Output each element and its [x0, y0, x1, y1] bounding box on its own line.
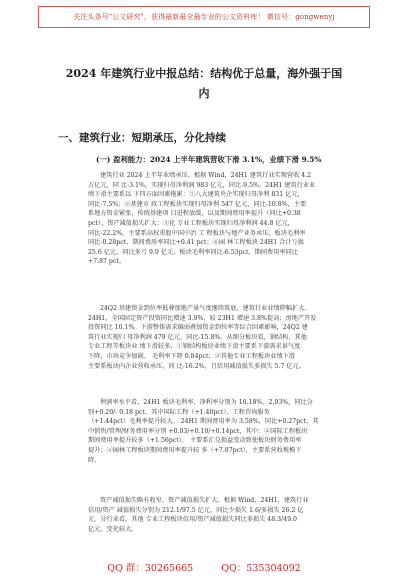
paragraph-line: 资产减值损失略有收窄，资产减值损失扩大。根据 Wind，24H1，建筑行业	[100, 497, 309, 504]
paragraph-line: 25.6 亿元，同比多亏 9.9 亿元，板块毛利率同比-6.53pct、期间费用率同比	[88, 248, 298, 256]
paragraph-line: 同比-7.5%；②基建市 政工程板块实现归母净利 547 亿元，同比-10.8%，主要	[88, 200, 307, 208]
footer-contact	[0, 560, 408, 574]
document-title-line-2: 内	[198, 87, 210, 100]
paragraph-line: 期间费用率提升较多（+1.56pct）， 主要系汇兑损益变动致使板块财务费用率	[88, 437, 302, 445]
paragraph-line: 利润率水平看，24H1 板块毛利率、净利率分别为 10.18%、2.93%，同比分	[100, 399, 313, 406]
paragraph-line: 下降，市场竞争加剧。 毛利率下降 0.84pct；②其他专业工程板块业绩下滑	[88, 352, 296, 360]
paragraph-line: 中销售/管理/财务费用率分别 +0.03/+0.10/+0.14pct，其中：②国际工程板块	[88, 427, 308, 435]
promo-banner	[38, 6, 370, 28]
paragraph-line: 专业工程等板块业 绩下滑较多，①钢结构板块业绩下滑主要系下游需求景气度	[88, 343, 301, 351]
paragraph-line: 同比-22.2%，主要系高权重股中国中冶 工 程板块与地产业务承压，板块毛利率	[88, 229, 306, 237]
paragraph-line: pct）、资产减值损失扩大；③化 专业工程板块实现归母净利润 44.8 亿元，	[88, 219, 294, 227]
paragraph-4	[88, 496, 350, 534]
paragraph-3	[88, 398, 350, 465]
paragraph-1	[88, 171, 350, 267]
paragraph-line: 24Q2 基建资金到位率低叠加地产景气度继续筑底，建筑行业业绩降幅扩大。	[100, 305, 311, 312]
paragraph-line: 绩下滑主要系以 下四方面因素拖累：①八大建筑央企实现归母净利 831 亿元，	[88, 191, 304, 199]
section-heading: 一、建筑行业：短期承压，分化持续	[58, 132, 226, 144]
paragraph-line: 系地方资金紧张，传统基建项 目进程放缓，以及期间费用率提升（同比+0.38	[88, 210, 301, 218]
promo-banner-text: 关注头条号"公文研究"，获得最新最全最专业的公文资料库！ 微信号：gongwenyj	[73, 13, 335, 21]
paragraph-line: 24H1，全国固定资产投资同比增速 3.9%，较 23H1 增速 3.8%提高；房地产开发	[88, 314, 317, 322]
footer-qq-group: QQ 群：30265665	[107, 563, 194, 574]
paragraph-line: 万亿元，同 比-3.1%，实现归母净利润 983 亿元，同比-9.5%。24H1 建筑行业业	[88, 181, 316, 189]
paragraph-line: 元。分行业看，其他 专业工程板块信用/资产减值损失同比多损失 48.3/49.0	[88, 516, 297, 524]
paragraph-line: 信用/资产 减值损失分别为 212.1/97.5 亿元，同比少损失 1.6/多损失 26.2 亿	[88, 506, 304, 514]
document-title-line-1: 2024 年建筑行业中报总结：结构优于总量，海外强于国	[65, 67, 343, 80]
paragraph-line: 亿元，变化较大。	[88, 525, 138, 533]
subsection-heading: (一) 盈利能力：2024 上半年建筑营收下滑 3.1%，业绩下滑 9.5%	[96, 155, 322, 164]
paragraph-line: 主要系板块内企业营收承压，同 比-16.2%，且信用减值损失多损失 5.7 亿元。	[88, 362, 305, 370]
paragraph-line: 降。	[88, 456, 101, 464]
paragraph-line: 投资同比 10.1%。下游整体需求偏弱叠加资金到位率等综合因素影响，24Q2 建	[88, 324, 308, 332]
paragraph-line: （+1.44pct）毛利率提升较大。 24H1 期间费用率为 3.58%，同比+0.27pct，其	[88, 418, 319, 426]
paragraph-line: +7.87 pct。	[88, 258, 126, 266]
paragraph-line: 筑行业实现归 母净利润 479 亿元，同比-15.8%，从细分板块看，钢结构、其他	[88, 333, 307, 341]
footer-qq: QQ：535304092	[221, 563, 301, 574]
paragraph-line: 同比-0.28pct、期间费用率同比+0.41 pct；④园 林工程板块 24H1 合计亏损	[88, 239, 304, 247]
paragraph-2	[88, 304, 350, 371]
paragraph-line: 提升；②园林工程板块期间费用率提升较 多（+7.87pct），主要系营收规模下	[88, 446, 302, 454]
paragraph-line: 别+0.20/- 0.18 pct。其中国际工程（+1.40pct），工程咨询服务	[88, 408, 270, 416]
paragraph-line: 建筑行业 2024 上半年业绩承压。根据 Wind，24H1 建筑行业实现营收 4.2	[100, 172, 312, 179]
